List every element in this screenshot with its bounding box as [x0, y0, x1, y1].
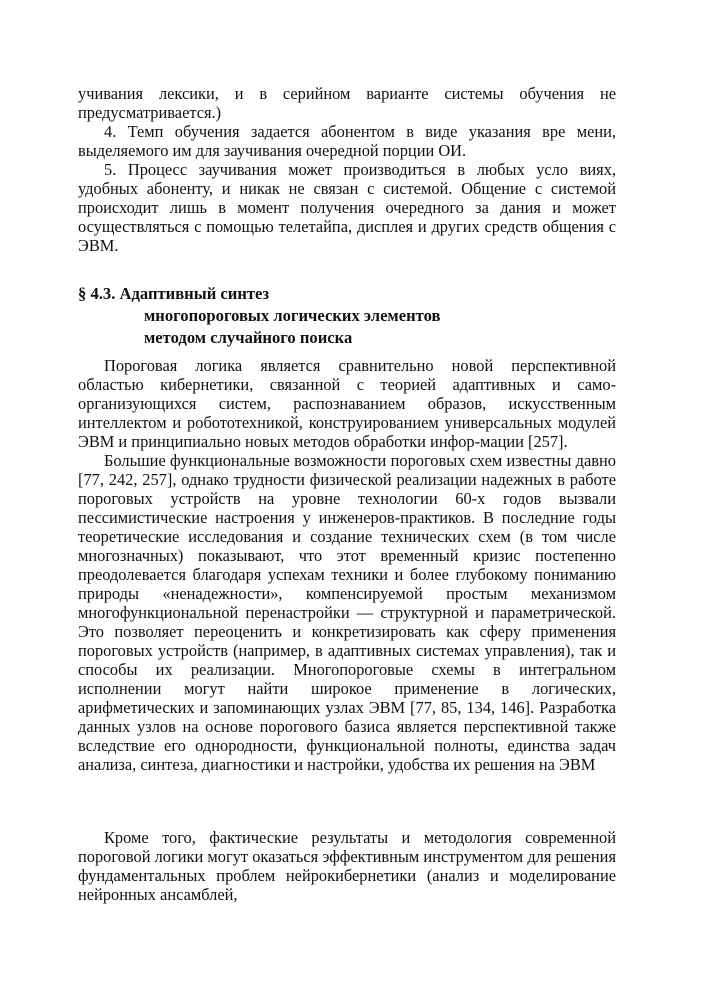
section-heading [78, 283, 638, 349]
body-text-block-2 [78, 828, 616, 904]
paragraph-threshold-logic: Пороговая логика является сравнительно новой перспективной областью кибернетики, связанной с теорией адаптивных и само-организующихся систем, распознаванием образов, искусственным интеллектом и робототехникой, конструированием универсальных модулей ЭВМ и принципиально новых методов обработки инфор-мации [257]. [78, 356, 616, 451]
paragraph-item-4: 4. Темп обучения задается абонентом в виде указания вре мени, выделяемого им для заучивания очередной порции ОИ. [78, 122, 616, 160]
body-text-block-1 [78, 356, 616, 774]
paragraph-neurocybernetics: Кроме того, фактические результаты и методология современной пороговой логики могут оказаться эффективным инструментом для решения фундаментальных проблем нейрокибернетики (анализ и моделирование нейронных ансамблей, [78, 828, 616, 904]
top-text-block [78, 84, 616, 255]
heading-line-2: многопороговых логических элементов [144, 306, 441, 325]
paragraph-item-5: 5. Процесс заучивания может производиться в любых усло виях, удобных абоненту, и никак не связан с системой. Общение с системой происходит лишь в момент получения очередного за дания и может осуществляться с помощью телетайпа, дисплея и других средств общения с ЭВМ. [78, 160, 616, 255]
paragraph-threshold-capabilities: Большие функциональные возможности пороговых схем известны давно [77, 242, 257], однако трудности физической реализации надежных в работе пороговых устройств на уровне технологии 60-х годов вызвали пессимистические настроения у инженеров-практиков. В последние годы теоретические исследования и создание технических схем (в том числе многозначных) показывают, что этот временный кризис постепенно преодолевается благодаря успехам техники и более глубокому пониманию природы «ненадежности», компенсируемой простым механизмом многофункциональной перенастройки — структурной и параметрической. Это позволяет переоценить и конкретизировать как сферу применения пороговых устройств (например, в адаптивных системах управления), так и способы их реализации. Многопороговые схемы в интегральном исполнении могут найти широкое применение в логических, арифметических и запоминающих узлах ЭВМ [77, 85, 134, 146]. Разработка данных узлов на основе порогового базиса является перспективной также вследствие его однородности, функциональной полноты, единства задач анализа, синтеза, диагностики и настройки, удобства их решения на ЭВМ [78, 451, 616, 774]
heading-line-1: § 4.3. Адаптивный синтез [78, 284, 270, 303]
heading-line-3: методом случайного поиска [144, 328, 353, 347]
paragraph-lexicon-continuation: учивания лексики, и в серийном варианте системы обучения не предусматривается.) [78, 84, 616, 122]
